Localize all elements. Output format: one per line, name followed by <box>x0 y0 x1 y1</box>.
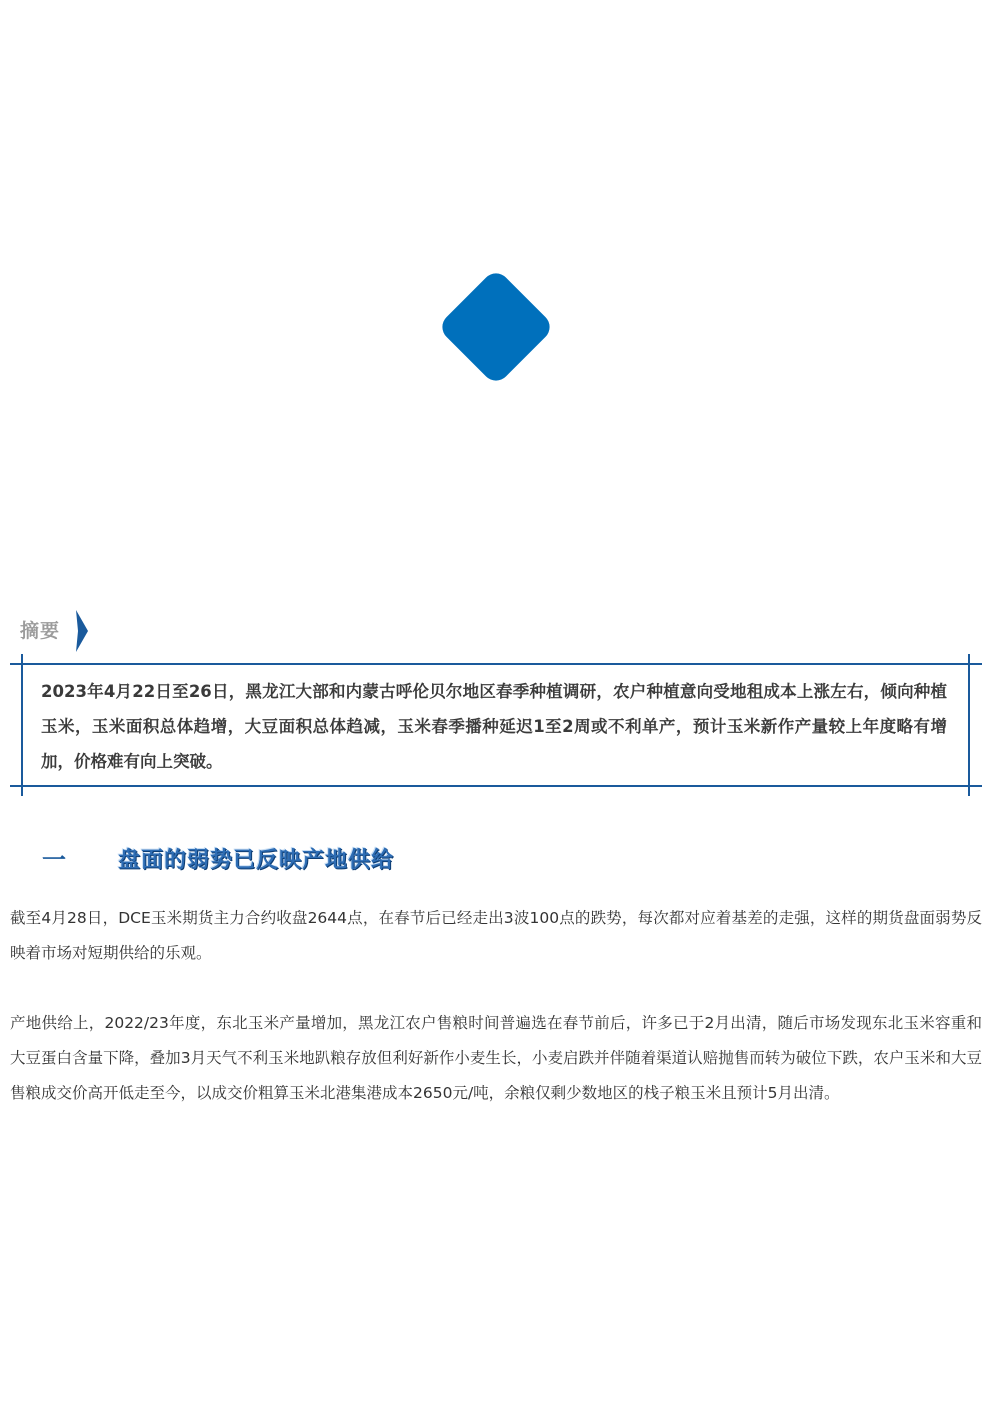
diamond-logo-icon <box>425 256 567 398</box>
section-heading <box>42 842 642 882</box>
abstract-text: 2023年4月22日至26日，黑龙江大部和内蒙古呼伦贝尔地区春季种植调研，农户种植意向受地租成本上涨左右，倾向种植玉米，玉米面积总体趋增，大豆面积总体趋减，玉米春季播种延迟1至2周或不利单产，预计玉米新作产量较上年度略有增加，价格难有向上突破。 <box>41 682 947 771</box>
abstract-top-border <box>10 663 982 665</box>
abstract-left-border <box>21 654 23 796</box>
body-paragraph: 产地供给上，2022/23年度，东北玉米产量增加，黑龙江农户售粮时间普遍选在春节前后，许多已于2月出清，随后市场发现东北玉米容重和大豆蛋白含量下降，叠加3月天气不利玉米地趴粮存放但利好新作小麦生长，小麦启跌并伴随着渠道认赔抛售而转为破位下跌，农户玉米和大豆售粮成交价高开低走至今，以成交价粗算玉米北港集港成本2650元/吨，余粮仅剩少数地区的栈子粮玉米且预计5月出清。 <box>10 1014 982 1102</box>
body-paragraph: 截至4月28日，DCE玉米期货主力合约收盘2644点，在春节后已经走出3波100点的跌势，每次都对应着基差的走强，这样的期货盘面弱势反映着市场对短期供给的乐观。 <box>10 909 982 962</box>
chevron-right-icon <box>76 610 88 652</box>
section-title: 盘面的弱势已反映产地供给 <box>118 848 395 873</box>
abstract-bottom-border <box>10 785 982 787</box>
abstract-right-border <box>968 654 970 796</box>
section-number: 一 <box>42 846 66 874</box>
abstract-label: 摘要 <box>20 620 61 642</box>
